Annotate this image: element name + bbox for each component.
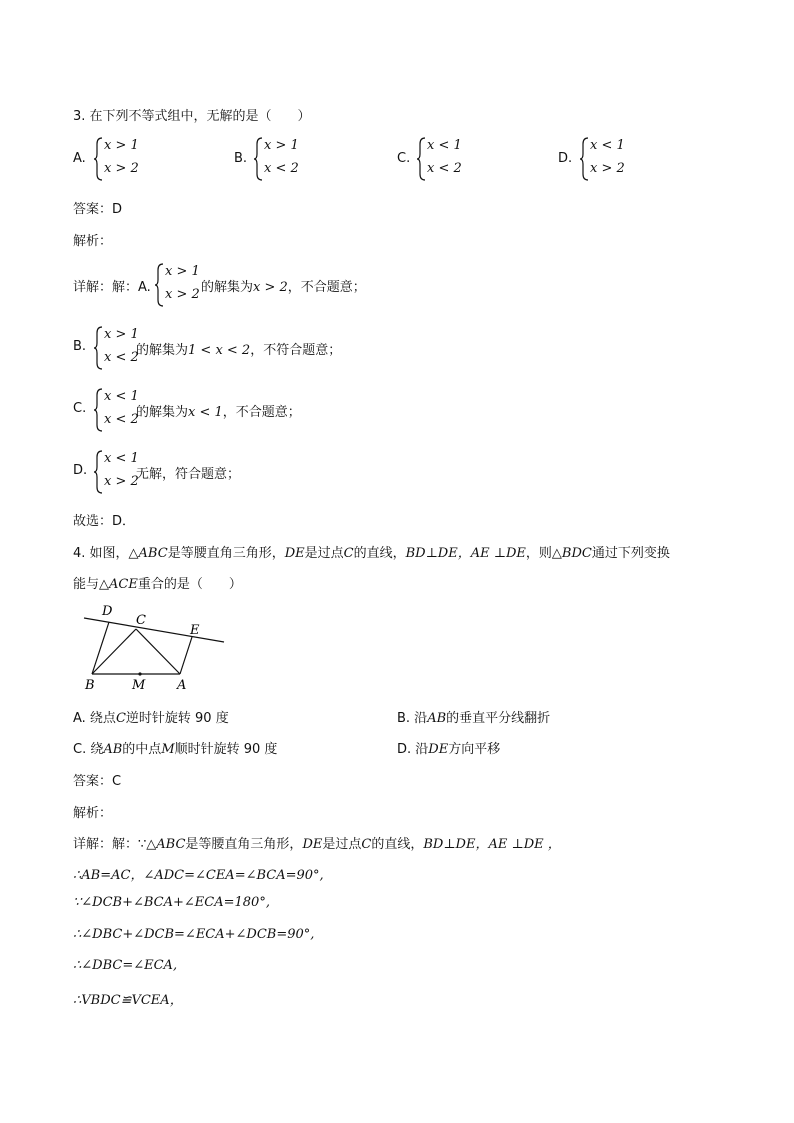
- q4-option-a-post: 逆时针旋转 90 度: [125, 711, 229, 726]
- q4-stem-b: 是过点: [304, 546, 344, 561]
- q3-detail-c-line1: x < 1: [104, 389, 139, 404]
- q4-option-b-var: AB: [427, 711, 447, 726]
- brace-icon: [417, 136, 427, 182]
- brace-icon: [254, 136, 264, 182]
- q3-detail-b-line2: x < 2: [104, 350, 139, 365]
- q3-option-a-label: A.: [73, 151, 86, 166]
- q4-d1-tri: △ABC: [146, 837, 186, 852]
- q3-detail-a-line1: x > 1: [165, 264, 200, 279]
- q3-stem: 3. 在下列不等式组中，无解的是（ ）: [73, 109, 311, 124]
- q4-point-c: C: [343, 546, 354, 561]
- q3-detail-a-line2: x > 2: [165, 287, 200, 302]
- q4-num: 4. 如图，: [73, 546, 129, 561]
- q3-option-a-line1: x > 1: [104, 138, 139, 153]
- brace-icon: [580, 136, 590, 182]
- q4-option-d-var: DE: [428, 742, 449, 757]
- q4-analysis-label: 解析：: [73, 806, 113, 821]
- q3-answer: 答案：D: [73, 202, 123, 217]
- q3-detail-b-text: [136, 339, 341, 358]
- q4-option-b-pre: B. 沿: [397, 711, 428, 726]
- q4-d1-d: 的直线，: [371, 837, 424, 852]
- brace-icon: [155, 262, 165, 308]
- q3-detail-b-t2: ，不符合题意；: [250, 343, 342, 358]
- q4-answer: 答案：C: [73, 774, 122, 789]
- q4-d1-a: 详解：解：∵: [73, 837, 147, 852]
- q4-option-d: [397, 738, 500, 757]
- q4-stem-d: 的直线，: [353, 546, 406, 561]
- q4-perp: BD⊥DE，AE ⊥DE: [405, 546, 526, 561]
- q4-option-c-post: 顺时针旋转 90 度: [174, 742, 278, 757]
- q3-detail-a-text: [201, 276, 366, 295]
- q3-detail-b-line1: x > 1: [104, 327, 139, 342]
- q4-option-c-var: AB: [103, 742, 123, 757]
- q3-detail-c-expr: x < 1: [188, 405, 223, 420]
- q4-stem-h: 重合的是（ ）: [137, 577, 242, 592]
- q4-stem-a: 是等腰直角三角形，: [167, 546, 285, 561]
- brace-icon: [94, 136, 104, 182]
- q4-stem-line2: [73, 573, 242, 592]
- q4-step3: ∴∠DBC+∠DCB=∠ECA+∠DCB=90°,: [73, 927, 315, 942]
- q3-option-c-line2: x < 2: [427, 161, 462, 176]
- figure-label-e: E: [190, 623, 200, 638]
- q3-option-b-line1: x > 1: [264, 138, 299, 153]
- q3-detail-a-t2: ，不合题意；: [287, 280, 366, 295]
- q4-option-d-pre: D. 沿: [397, 742, 429, 757]
- q4-stem-line1: [73, 542, 670, 561]
- q4-option-c: [73, 738, 277, 757]
- q3-detail-a-prefix: 详解：解：A.: [73, 280, 151, 295]
- q4-stem-e: ，则: [525, 546, 552, 561]
- q4-tri-bdc: △BDC: [551, 546, 592, 561]
- q4-option-c-var2: M: [161, 742, 175, 757]
- q3-analysis-label: 解析：: [73, 234, 113, 249]
- q4-option-d-post: 方向平移: [448, 742, 501, 757]
- brace-icon: [94, 387, 104, 433]
- q3-detail-c-prefix: C.: [73, 401, 87, 416]
- q3-detail-d-line2: x > 2: [104, 474, 139, 489]
- q4-step5: ∴VBDC≌VCEA，: [73, 993, 183, 1008]
- q4-d1-pt: C: [361, 837, 372, 852]
- q3-detail-c-t1: 的解集为: [136, 405, 189, 420]
- q4-option-a: [73, 707, 229, 726]
- q3-option-d-line2: x > 2: [590, 161, 625, 176]
- q3-option-d-line1: x < 1: [590, 138, 625, 153]
- q4-option-b: [397, 707, 550, 726]
- q4-option-b-post: 的垂直平分线翻折: [446, 711, 551, 726]
- q4-step4: ∴∠DBC=∠ECA,: [73, 958, 178, 973]
- q3-option-a-line2: x > 2: [104, 161, 139, 176]
- q4-option-a-pre: A. 绕点: [73, 711, 116, 726]
- q3-option-b-line2: x < 2: [264, 161, 299, 176]
- q3-detail-b-t1: 的解集为: [136, 343, 189, 358]
- q4-tri-abc: △ABC: [128, 546, 168, 561]
- q4-d1-b: 是等腰直角三角形，: [185, 837, 303, 852]
- q4-option-a-var: C: [115, 711, 126, 726]
- q3-option-d-label: D.: [558, 151, 573, 166]
- q4-detail-line1: [73, 833, 561, 852]
- q3-detail-d-text: 无解，符合题意；: [136, 467, 241, 482]
- q3-option-b-label: B.: [234, 151, 248, 166]
- figure-label-m: M: [132, 678, 146, 693]
- figure-label-d: D: [102, 604, 113, 619]
- q3-option-c-line1: x < 1: [427, 138, 462, 153]
- figure-label-c: C: [136, 613, 146, 628]
- q3-detail-b-prefix: B.: [73, 339, 87, 354]
- q4-tri-ace: △ACE: [99, 577, 138, 592]
- q4-d1-c: 是过点: [322, 837, 362, 852]
- q4-step2: ∵∠DCB+∠BCA+∠ECA=180°,: [73, 895, 270, 910]
- q3-detail-c-line2: x < 2: [104, 412, 139, 427]
- q3-detail-c-t2: ，不合题意；: [222, 405, 301, 420]
- q4-step1: ∴AB=AC，∠ADC=∠CEA=∠BCA=90°,: [73, 868, 324, 883]
- q4-line-de: DE: [284, 546, 305, 561]
- q3-detail-a-expr: x > 2: [253, 280, 288, 295]
- figure-label-b: B: [85, 678, 95, 693]
- q4-option-c-mid: 的中点: [122, 742, 162, 757]
- q4-figure: [78, 600, 230, 696]
- q3-detail-a-t1: 的解集为: [201, 280, 254, 295]
- brace-icon: [94, 325, 104, 371]
- q3-option-c-label: C.: [397, 151, 411, 166]
- q4-stem-g: 能与: [73, 577, 100, 592]
- q4-stem-f: 通过下列变换: [591, 546, 670, 561]
- q3-conclusion: 故选：D．: [73, 514, 136, 529]
- q3-detail-b-expr: 1 < x < 2: [188, 343, 251, 358]
- q3-detail-d-prefix: D.: [73, 463, 88, 478]
- brace-icon: [94, 449, 104, 495]
- figure-label-a: A: [177, 678, 187, 693]
- q4-d1-de: DE: [302, 837, 323, 852]
- q4-d1-e: BD⊥DE，AE ⊥DE ，: [423, 837, 561, 852]
- q3-detail-d-line1: x < 1: [104, 451, 139, 466]
- q3-detail-c-text: [136, 401, 301, 420]
- q4-option-c-pre: C. 绕: [73, 742, 104, 757]
